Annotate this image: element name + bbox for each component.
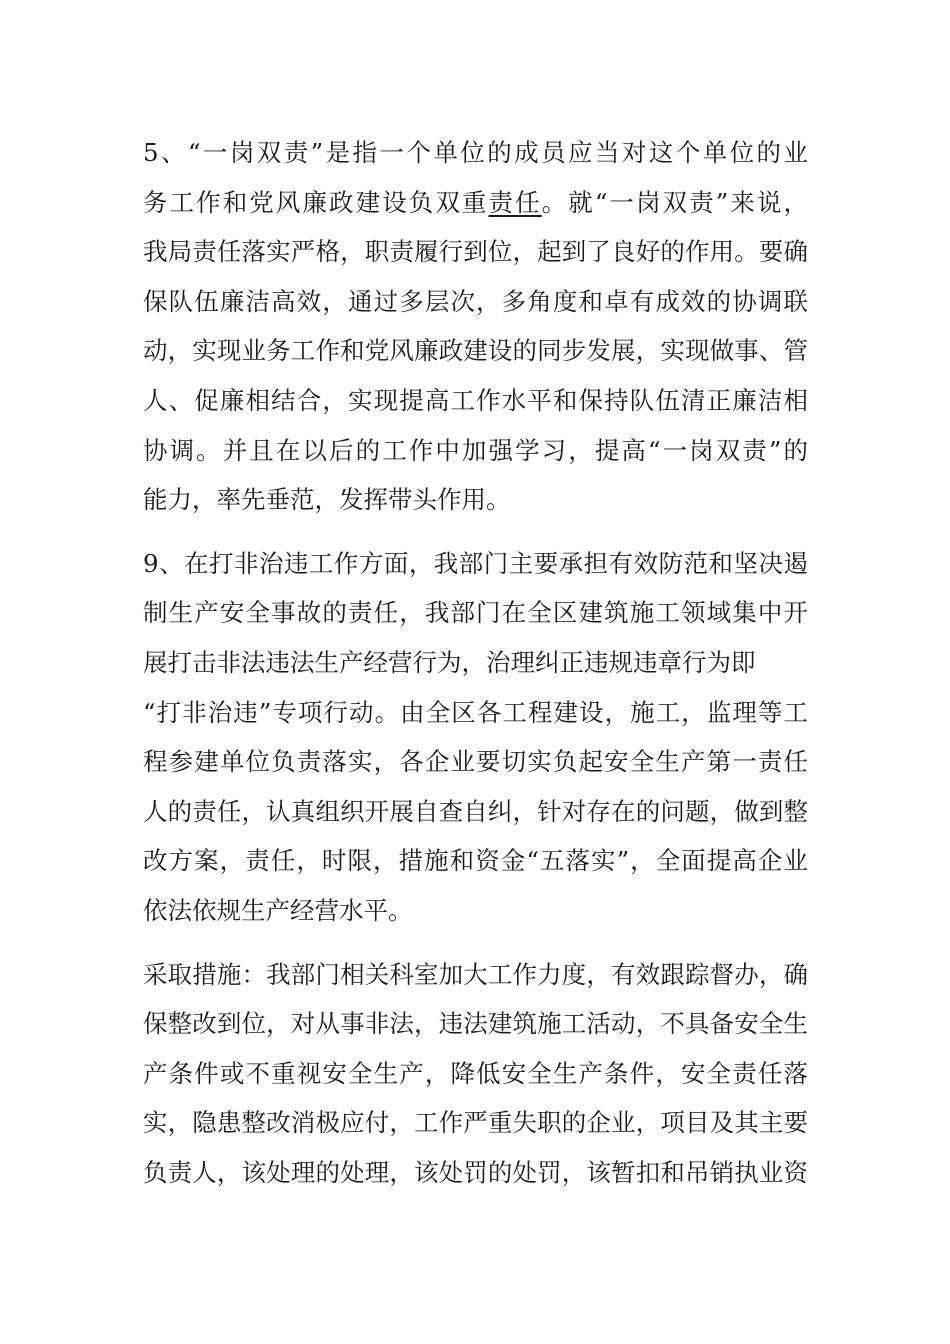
underlined-term: 责任: [488, 187, 542, 217]
text-line: 5、“一岗双责”是指一个单位的成员应当对这个单位的业: [143, 138, 808, 167]
paragraph-spacing: [143, 525, 808, 539]
paragraph-dafei-zhiwei: [143, 539, 808, 936]
paragraph-measures: [143, 950, 808, 1198]
text-line: 保整改到位，对从事非法，违法建筑施工活动，不具备安全生: [143, 1009, 808, 1039]
text-line: 产条件或不重视安全生产，降低安全生产条件，安全责任落: [143, 1058, 808, 1088]
text-line: “打非治违”专项行动。由全区各工程建设，施工，监理等工: [143, 697, 808, 727]
paragraph-spacing: [143, 936, 808, 950]
text-line: 改方案，责任，时限，措施和资金“五落实”，全面提高企业: [143, 846, 808, 876]
text-line: 实，隐患整改消极应付，工作严重失职的企业，项目及其主要: [143, 1108, 808, 1138]
document-body: [143, 128, 808, 1197]
text-line: 依法依规生产经营水平。: [143, 895, 413, 925]
text-line: 我局责任落实严格，职责履行到位，起到了良好的作用。要确: [143, 237, 808, 267]
text-line: 动，实现业务工作和党风廉政建设的同步发展，实现做事、管: [143, 336, 808, 366]
text-line: 负责人，该处理的处理，该处罚的处罚，该暂扣和吊销执业资: [143, 1157, 808, 1187]
text-line: 制生产安全事故的责任，我部门在全区建筑施工领域集中开: [143, 598, 808, 628]
text-line: [143, 178, 808, 228]
text-segment: 。就“一岗双责”来说，: [541, 187, 808, 217]
text-segment: 务工作和党风廉政建设负双重: [143, 187, 489, 217]
text-line: 9、在打非治违工作方面，我部门主要承担有效防范和坚决遏: [143, 548, 808, 578]
text-line: 采取措施：我部门相关科室加大工作力度，有效跟踪督办，确: [143, 959, 808, 989]
paragraph-yigang-shuangze: [143, 128, 808, 525]
text-line: 人、促廉相结合，实现提高工作水平和保持队伍清正廉洁相: [143, 385, 808, 415]
text-line: 能力，率先垂范，发挥带头作用。: [143, 485, 511, 515]
text-line: 程参建单位负责落实，各企业要切实负起安全生产第一责任: [143, 747, 808, 777]
text-line: 协调。并且在以后的工作中加强学习，提高“一岗双责”的: [143, 435, 808, 465]
text-line: 保队伍廉洁高效，通过多层次，多角度和卓有成效的协调联: [143, 286, 808, 316]
text-line: 人的责任，认真组织开展自查自纠，针对存在的问题，做到整: [143, 796, 808, 826]
text-line: 展打击非法违法生产经营行为，治理纠正违规违章行为即: [143, 647, 756, 677]
